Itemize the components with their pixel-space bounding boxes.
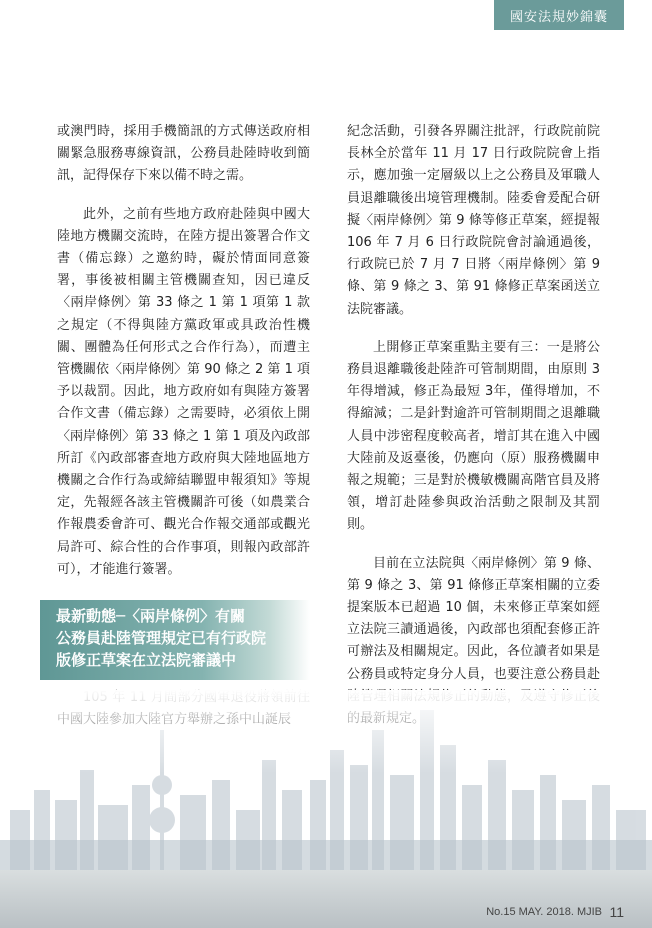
issue-info: No.15 MAY. 2018. MJIB xyxy=(486,906,602,918)
page-number: 11 xyxy=(609,904,624,920)
section-tag: 國安法規妙錦囊 xyxy=(494,0,624,30)
paragraph: 上開修正草案重點主要有三：一是將公務員退離職後赴陸許可管制期間，由原則 3年得增減，修正為最短 3年，僅得增加，不得縮減；二是針對逾許可管制期間之退離職人員中涉密程度較高者，增訂其在進入中國大陸前及返臺後，仍應向（原）服務機關申報之規範；三是對於機敏機關高階官員及將領，增訂赴陸參與政治活動之限制及其罰則。 xyxy=(347,339,600,533)
section-heading-line: 公務員赴陸管理規定已有行政院 xyxy=(56,629,267,647)
paragraph: 紀念活動，引發各界關注批評，行政院前院長林全於當年 11 月 17 日行政院院會上指示，應加強一定層級以上之公務員及軍職人員退離職後出境管理機制。陸委會爰配合研擬〈兩岸條例〉第 9 條等修正草案，經提報 106 年 7 月 6 日行政院院會討論通過後，行政院已於 7 月 7 日將〈兩岸條例〉第 9 條、第 9 條之 3、第 91 條修正草案函送立法院審議。 xyxy=(347,124,600,317)
paragraph: 或澳門時，採用手機簡訊的方式傳送政府相關緊急服務專線資訊，公務員赴陸時收到簡訊，記得保存下來以備不時之需。 xyxy=(57,124,310,184)
section-heading-line: 最新動態─〈兩岸條例〉有關 xyxy=(56,607,246,625)
section-heading xyxy=(40,600,310,680)
left-column xyxy=(57,121,310,597)
city-skyline-image xyxy=(0,690,652,928)
paragraph: 此外，之前有些地方政府赴陸與中國大陸地方機關交流時，在陸方提出簽署合作文書（備忘錄）之邀約時，礙於情面同意簽署，事後被相關主管機關查知，因已違反〈兩岸條例〉第 33 條之 1 第 1 項第 1 款之規定（不得與陸方黨政軍或具政治性機關、團體為任何形式之合作行為），而遭主管機關依〈兩岸條例〉第 90 條之 2 第 1 項予以裁罰。因此，地方政府如有與陸方簽署合作文書（備忘錄）之需要時，必須依上開〈兩岸條例〉第 33 條之 1 第 1 項及內政部所訂《內政部審查地方政府與大陸地區地方機關之合作行為或締結聯盟申報須知》等規定，先報經各該主管機關許可後（如農業合作報農委會許可、觀光合作報交通部或觀光局許可、綜合性的合作事項，則報內政部許可），才能進行簽署。 xyxy=(57,206,310,577)
right-column xyxy=(347,121,600,746)
paragraph: 目前在立法院與〈兩岸條例〉第 9 條、第 9 條之 3、第 91 條修正草案相關的立委提案版本已超過 10 個，未來修正草案如經立法院三讀通過後，內政部也須配套修正許可辦法及相關規定。因此，各位讀者如果是公務員或特定身分人員，也要注意公務員赴 xyxy=(347,555,600,682)
section-heading-line: 版修正草案在立法院審議中 xyxy=(56,651,237,669)
